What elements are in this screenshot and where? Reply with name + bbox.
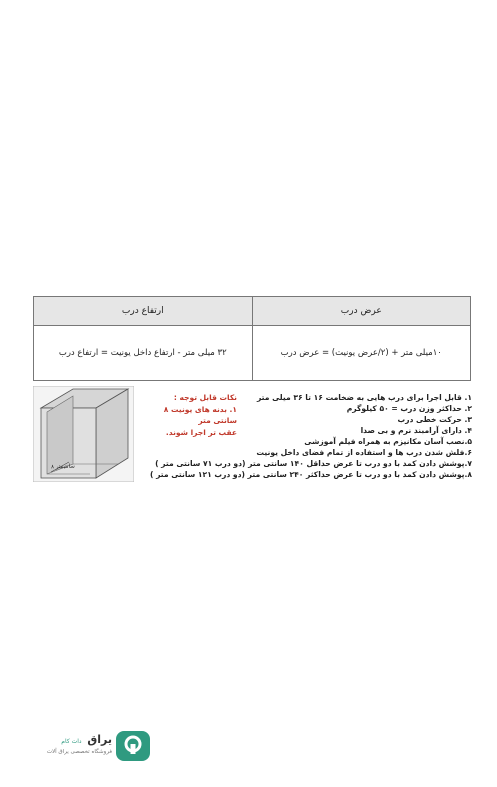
brand-tagline: فروشگاه تخصصی یراق آلات — [46, 749, 112, 755]
door-width-header: عرض درب — [252, 297, 471, 326]
notes-title: نکات قابل توجه : — [173, 393, 237, 402]
features-list — [120, 392, 472, 480]
feature-item: ۷.پوشش دادن کمد با دو درب تا عرض حداقل ۱۴۰ سانتی متر (دو درب ۷۱ سانتی متر ) — [155, 459, 472, 468]
door-width-formula: ۱۰میلی متر + (۲/عرض یونیت) = عرض درب — [252, 326, 471, 381]
feature-item: ۸.پوشش دادن کمد با دو درب تا عرض حداکثر ۲۴۰ سانتی متر (دو درب ۱۲۱ سانتی متر ) — [149, 470, 472, 479]
lock-icon — [116, 731, 150, 761]
brand-suffix: دات کام — [61, 738, 82, 745]
brand-name: یراق — [87, 733, 112, 746]
feature-item: ۲. حداکثر وزن درب = ۵۰ کیلوگرم — [346, 404, 472, 413]
setback-label: ۸ سانتیمتر — [51, 463, 75, 471]
formula-table — [33, 296, 471, 381]
cabinet-diagram — [33, 386, 134, 482]
door-height-header: ارتفاع درب — [34, 297, 253, 326]
feature-item: ۶.فلش شدن درب ها و استفاده از تمام فضای داخل یونیت — [256, 448, 472, 457]
feature-item: ۴. دارای آرامبند نرم و بی صدا — [360, 426, 472, 435]
feature-item: ۳. حرکت خطی درب — [397, 415, 472, 424]
feature-item: ۱. قابل اجرا برای درب هایی به ضخامت ۱۶ تا ۳۶ میلی متر — [256, 393, 472, 402]
note-line: عقب تر اجرا شوند. — [165, 427, 237, 437]
note-line: ۱. بدنه های یونیت ۸ سانتی متر — [163, 404, 237, 425]
brand-logo — [40, 731, 150, 761]
door-height-formula: ۳۲ میلی متر - ارتفاع داخل یونیت = ارتفاع درب — [34, 326, 253, 381]
feature-item: ۵.نصب آسان مکانیزم به همراه فیلم آموزشی — [304, 437, 472, 446]
